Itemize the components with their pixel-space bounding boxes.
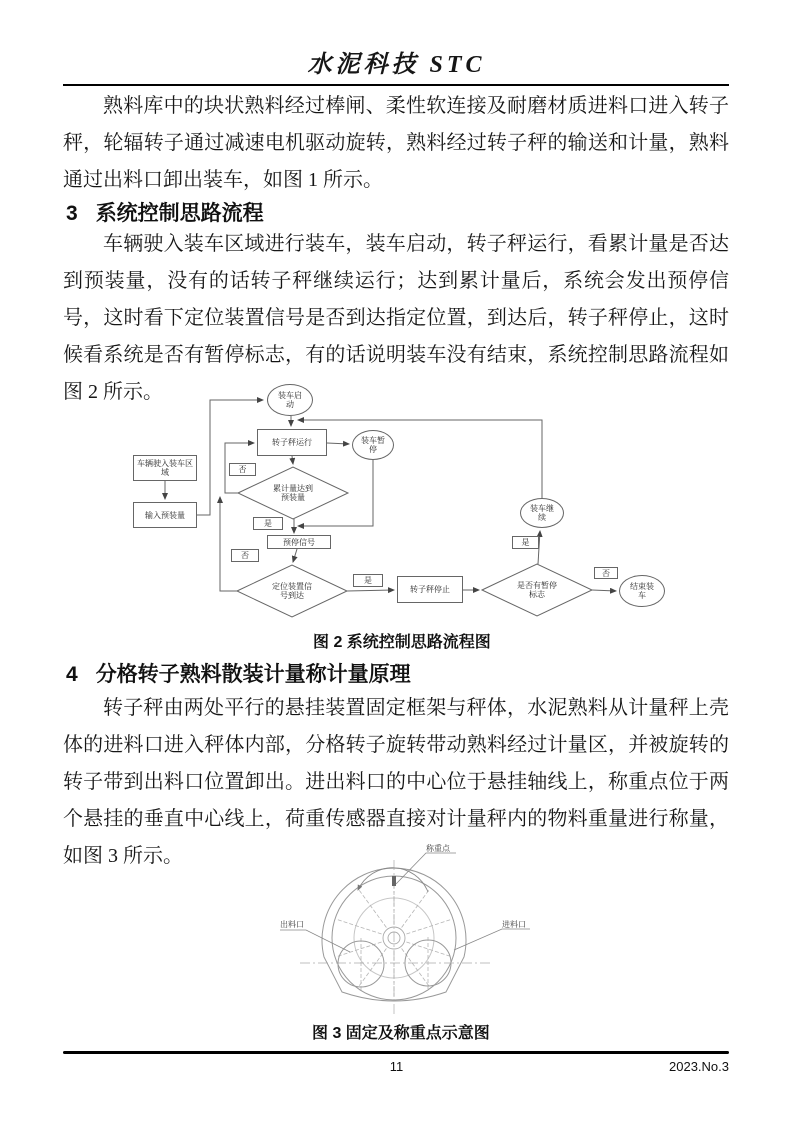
node-total-reached-label: 累计量达到预装量 bbox=[273, 484, 313, 502]
section-title: 分格转子熟料散装计量称计量原理 bbox=[95, 663, 411, 686]
page-number: 11 bbox=[389, 1059, 404, 1074]
node-input-preset: 输入预装量 bbox=[133, 502, 197, 528]
node-end: 结束装车 bbox=[619, 575, 665, 607]
arrow-presignal-to-d2 bbox=[293, 549, 297, 562]
section-heading-3 bbox=[66, 197, 264, 227]
arrow-run-to-pause bbox=[327, 443, 349, 444]
label-no-1: 否 bbox=[229, 463, 256, 476]
node-enter-area: 车辆驶入装车区域 bbox=[133, 455, 197, 481]
arrow-run-to-d1 bbox=[292, 456, 293, 464]
figure3-caption: 图 3 固定及称重点示意图 bbox=[312, 1025, 490, 1042]
node-load-continue: 装车继续 bbox=[520, 498, 564, 528]
weigh-point-mark bbox=[392, 876, 396, 886]
header-rule bbox=[63, 84, 729, 86]
figure2-caption: 图 2 系统控制思路流程图 bbox=[313, 634, 491, 651]
node-pre-stop-signal: 预停信号 bbox=[267, 535, 331, 549]
journal-title: 水泥科技 STC bbox=[307, 52, 486, 78]
node-pause-flag-label: 是否有暂停标志 bbox=[517, 581, 557, 599]
issue-number: 2023.No.3 bbox=[669, 1059, 729, 1074]
arrow-d3-no-to-end bbox=[592, 590, 616, 591]
label-yes-3: 是 bbox=[512, 536, 539, 549]
inlet-label: 进料口 bbox=[502, 920, 526, 929]
label-yes-2: 是 bbox=[353, 574, 383, 587]
footer-rule bbox=[63, 1051, 729, 1054]
paragraph-1: 熟料库中的块状熟料经过棒闸、柔性软连接及耐磨材质进料口进入转子秤，轮辐转子通过减速电机驱动旋转，熟料经过转子秤的输送和计量，熟料通过出料口卸出装车，如图 1 所示。 bbox=[63, 95, 729, 191]
paragraph-2: 车辆驶入装车区域进行装车，装车启动，转子秤运行，看累计量是否达到预装量，没有的话转子秤继续运行；达到累计量后，系统会发出预停信号，这时看下定位装置信号是否到达指定位置，到达后，转子秤停止，这时候看系统是否有暂停标志，有的话说明装车没有结束，系统控制思路流程如图 2 所示。 bbox=[63, 233, 729, 403]
node-load-pause: 装车暂停 bbox=[352, 430, 394, 460]
arrow-d2-no-loop bbox=[220, 497, 237, 591]
node-start: 装车启动 bbox=[267, 384, 313, 416]
node-position-arrived-label: 定位装置信号到达 bbox=[272, 582, 312, 600]
node-scale-run: 转子秤运行 bbox=[257, 429, 327, 456]
section-number: 3 bbox=[66, 202, 78, 225]
rotor-scale-drawing bbox=[278, 840, 538, 1020]
paragraph-3: 转子秤由两处平行的悬挂装置固定框架与秤体，水泥熟料从计量秤上壳体的进料口进入秤体内部，分格转子旋转带动熟料经过计量区，并被旋转的转子带到出料口位置卸出。进出料口的中心位于悬挂轴线上，称重点位于两个悬挂的垂直中心线上，荷重传感器直接对计量秤内的物料重量进行称量，如图 3 所示。 bbox=[63, 697, 729, 867]
label-yes-1: 是 bbox=[253, 517, 283, 530]
section-number: 4 bbox=[66, 663, 78, 686]
outlet-label: 出料口 bbox=[280, 920, 304, 929]
figure3-drawing bbox=[278, 840, 538, 1020]
section-title: 系统控制思路流程 bbox=[95, 202, 264, 225]
label-no-3: 否 bbox=[594, 567, 618, 579]
figure2-flowchart bbox=[110, 383, 680, 635]
weigh-point-label: 称重点 bbox=[426, 844, 450, 853]
label-no-2: 否 bbox=[231, 549, 259, 562]
section-heading-4 bbox=[66, 658, 411, 688]
node-scale-stop: 转子秤停止 bbox=[397, 576, 463, 603]
arrow-d2-yes-to-stop bbox=[347, 590, 394, 591]
